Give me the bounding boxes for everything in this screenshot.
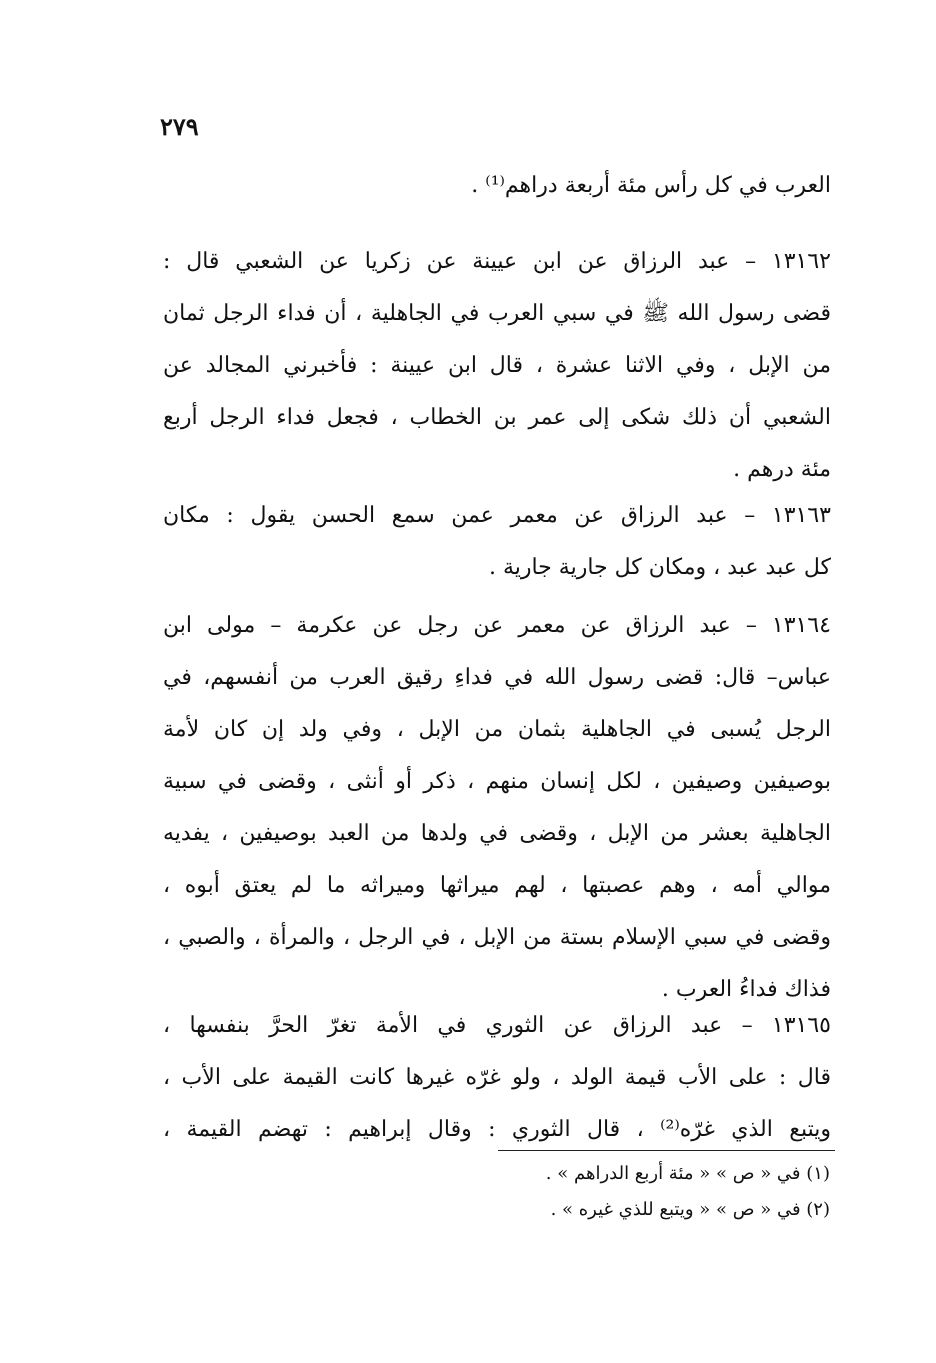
text-line: الشعبي أن ذلك شكى إلى عمر بن الخطاب ، فجعل فداء الرجل أربع xyxy=(163,405,831,430)
paragraph-13162 xyxy=(163,236,831,496)
text-line: الجاهلية بعشر من الإبل ، وقضى في ولدها من العبد بوصيفين ، يفديه xyxy=(163,821,831,846)
text-line: الرجل يُسبى في الجاهلية بثمان من الإبل ، وفي ولد إن كان لأمة xyxy=(163,717,831,742)
footnotes xyxy=(360,1156,830,1228)
footnote-2: (٢) في « ص » « ويتبع للذي غيره » . xyxy=(550,1199,830,1220)
footnote-divider xyxy=(498,1150,835,1151)
page-number: ٢٧٩ xyxy=(160,112,199,141)
text-line: ويتبع الذي غرّه⁽²⁾ ، قال الثوري : وقال إبراهيم : تهضم القيمة ، xyxy=(163,1117,831,1142)
text-line: ١٣١٦٢ – عبد الرزاق عن ابن عيينة عن زكريا عن الشعبي قال : xyxy=(163,249,831,274)
text-line: العرب في كل رأس مئة أربعة دراهم⁽¹⁾ . xyxy=(471,173,831,198)
text-line: موالي أمه ، وهم عصبتها ، لهم ميراثها وميراثه ما لم يعتق أبوه ، xyxy=(163,873,831,898)
text-line: عباس– قال: قضى رسول الله في فداءِ رقيق العرب من أنفسهم، في xyxy=(163,665,831,690)
text-line: بوصيفين وصيفين ، لكل إنسان منهم ، ذكر أو أنثى ، وقضى في سبية xyxy=(163,769,831,794)
paragraph-13163 xyxy=(163,490,831,594)
text-line: قال : على الأب قيمة الولد ، ولو غرّه غيرها كانت القيمة على الأب ، xyxy=(163,1065,831,1090)
text-line: مئة درهم . xyxy=(733,457,831,482)
footnote-1: (١) في « ص » « مئة أربع الدراهم » . xyxy=(545,1163,830,1184)
paragraph-13165 xyxy=(163,1000,831,1156)
text-line: فذاك فداءُ العرب . xyxy=(661,977,831,1002)
text-line: قضى رسول الله ﷺ في سبي العرب في الجاهلية ، أن فداء الرجل ثمان xyxy=(163,301,831,326)
text-line: ١٣١٦٣ – عبد الرزاق عن معمر عمن سمع الحسن يقول : مكان xyxy=(163,503,831,528)
paragraph-13164 xyxy=(163,600,831,1016)
text-line: من الإبل ، وفي الاثنا عشرة ، قال ابن عيينة : فأخبرني المجالد عن xyxy=(163,353,831,378)
text-line: ١٣١٦٤ – عبد الرزاق عن معمر عن رجل عن عكرمة – مولى ابن xyxy=(163,613,831,638)
text-line: كل عبد عبد ، ومكان كل جارية جارية . xyxy=(488,555,831,580)
text-line: ١٣١٦٥ – عبد الرزاق عن الثوري في الأمة تغرّ الحرَّ بنفسها ، xyxy=(163,1013,831,1038)
paragraph-continuation xyxy=(163,160,831,212)
text-line: وقضى في سبي الإسلام بستة من الإبل ، في الرجل ، والمرأة ، والصبي ، xyxy=(163,925,831,950)
